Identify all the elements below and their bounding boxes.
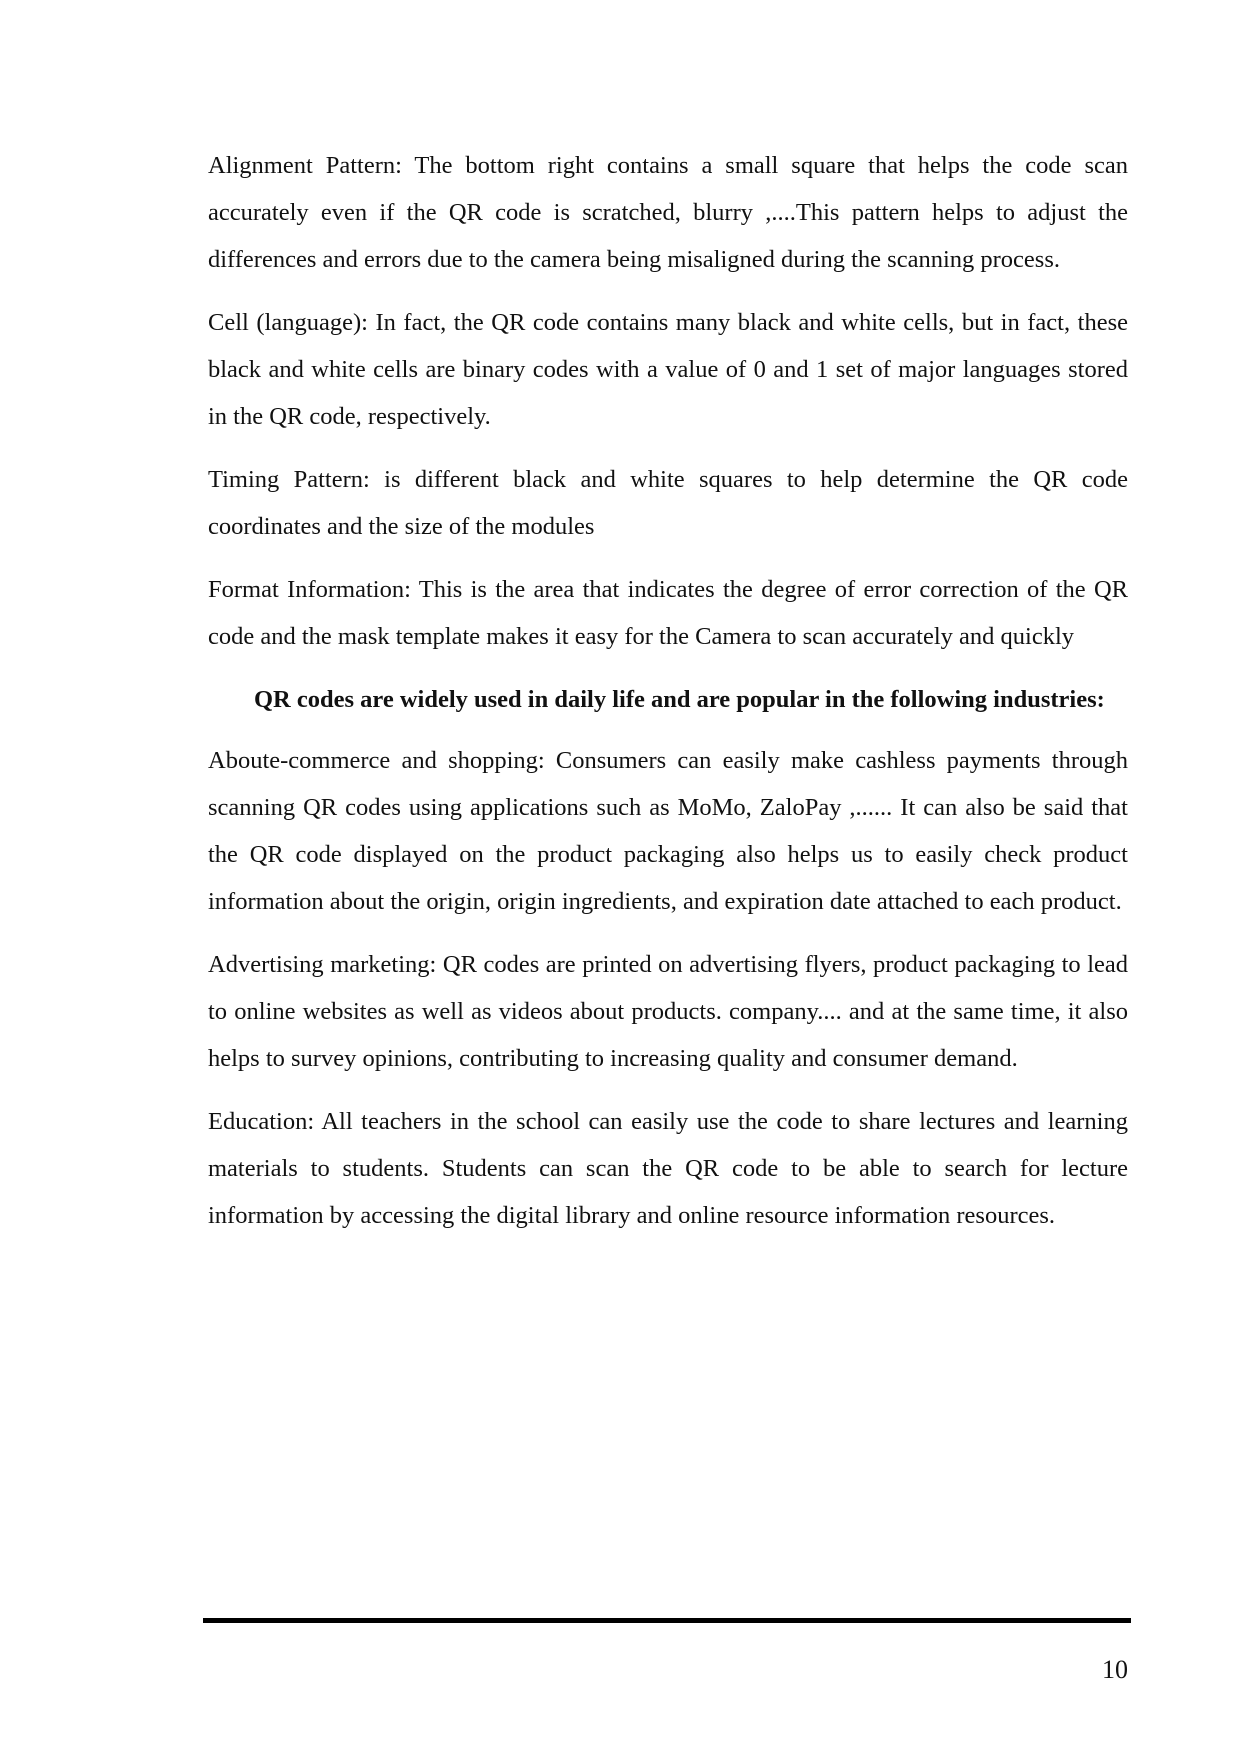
paragraph-advertising-marketing: Advertising marketing: QR codes are printed on advertising flyers, product packaging to lead to online websites as well as videos about products. company.... and at the same time, it also helps to survey opinions, contributing to increasing quality and consumer demand. xyxy=(208,951,1128,1072)
paragraph-format-information: Format Information: This is the area that indicates the degree of error correction of the QR code and the mask template makes it easy for the Camera to scan accurately and quickly xyxy=(208,576,1128,650)
section-heading: QR codes are widely used in daily life and are popular in the following industries: xyxy=(254,686,1105,713)
paragraph-cell-language: Cell (language): In fact, the QR code contains many black and white cells, but in fact, these black and white cells are binary codes with a value of 0 and 1 set of major languages stored in the QR code, respectively. xyxy=(208,309,1128,430)
page-content xyxy=(208,142,1128,1255)
paragraph-ecommerce-shopping: Aboute-commerce and shopping: Consumers can easily make cashless payments through scanning QR codes using applications such as MoMo, ZaloPay ,...... It can also be said that the QR code displayed on the product packaging also helps us to easily check product information about the origin, origin ingredients, and expiration date attached to each product. xyxy=(208,747,1128,915)
paragraph-timing-pattern: Timing Pattern: is different black and white squares to help determine the QR code coordinates and the size of the modules xyxy=(208,466,1128,540)
paragraph-education: Education: All teachers in the school can easily use the code to share lectures and learning materials to students. Students can scan the QR code to be able to search for lecture information by accessing the digital library and online resource information resources. xyxy=(208,1108,1128,1229)
paragraph-alignment-pattern: Alignment Pattern: The bottom right contains a small square that helps the code scan accurately even if the QR code is scratched, blurry ,....This pattern helps to adjust the differences and errors due to the camera being misaligned during the scanning process. xyxy=(208,152,1128,273)
page-number: 10 xyxy=(1102,1655,1128,1684)
footer-rule xyxy=(203,1618,1131,1623)
